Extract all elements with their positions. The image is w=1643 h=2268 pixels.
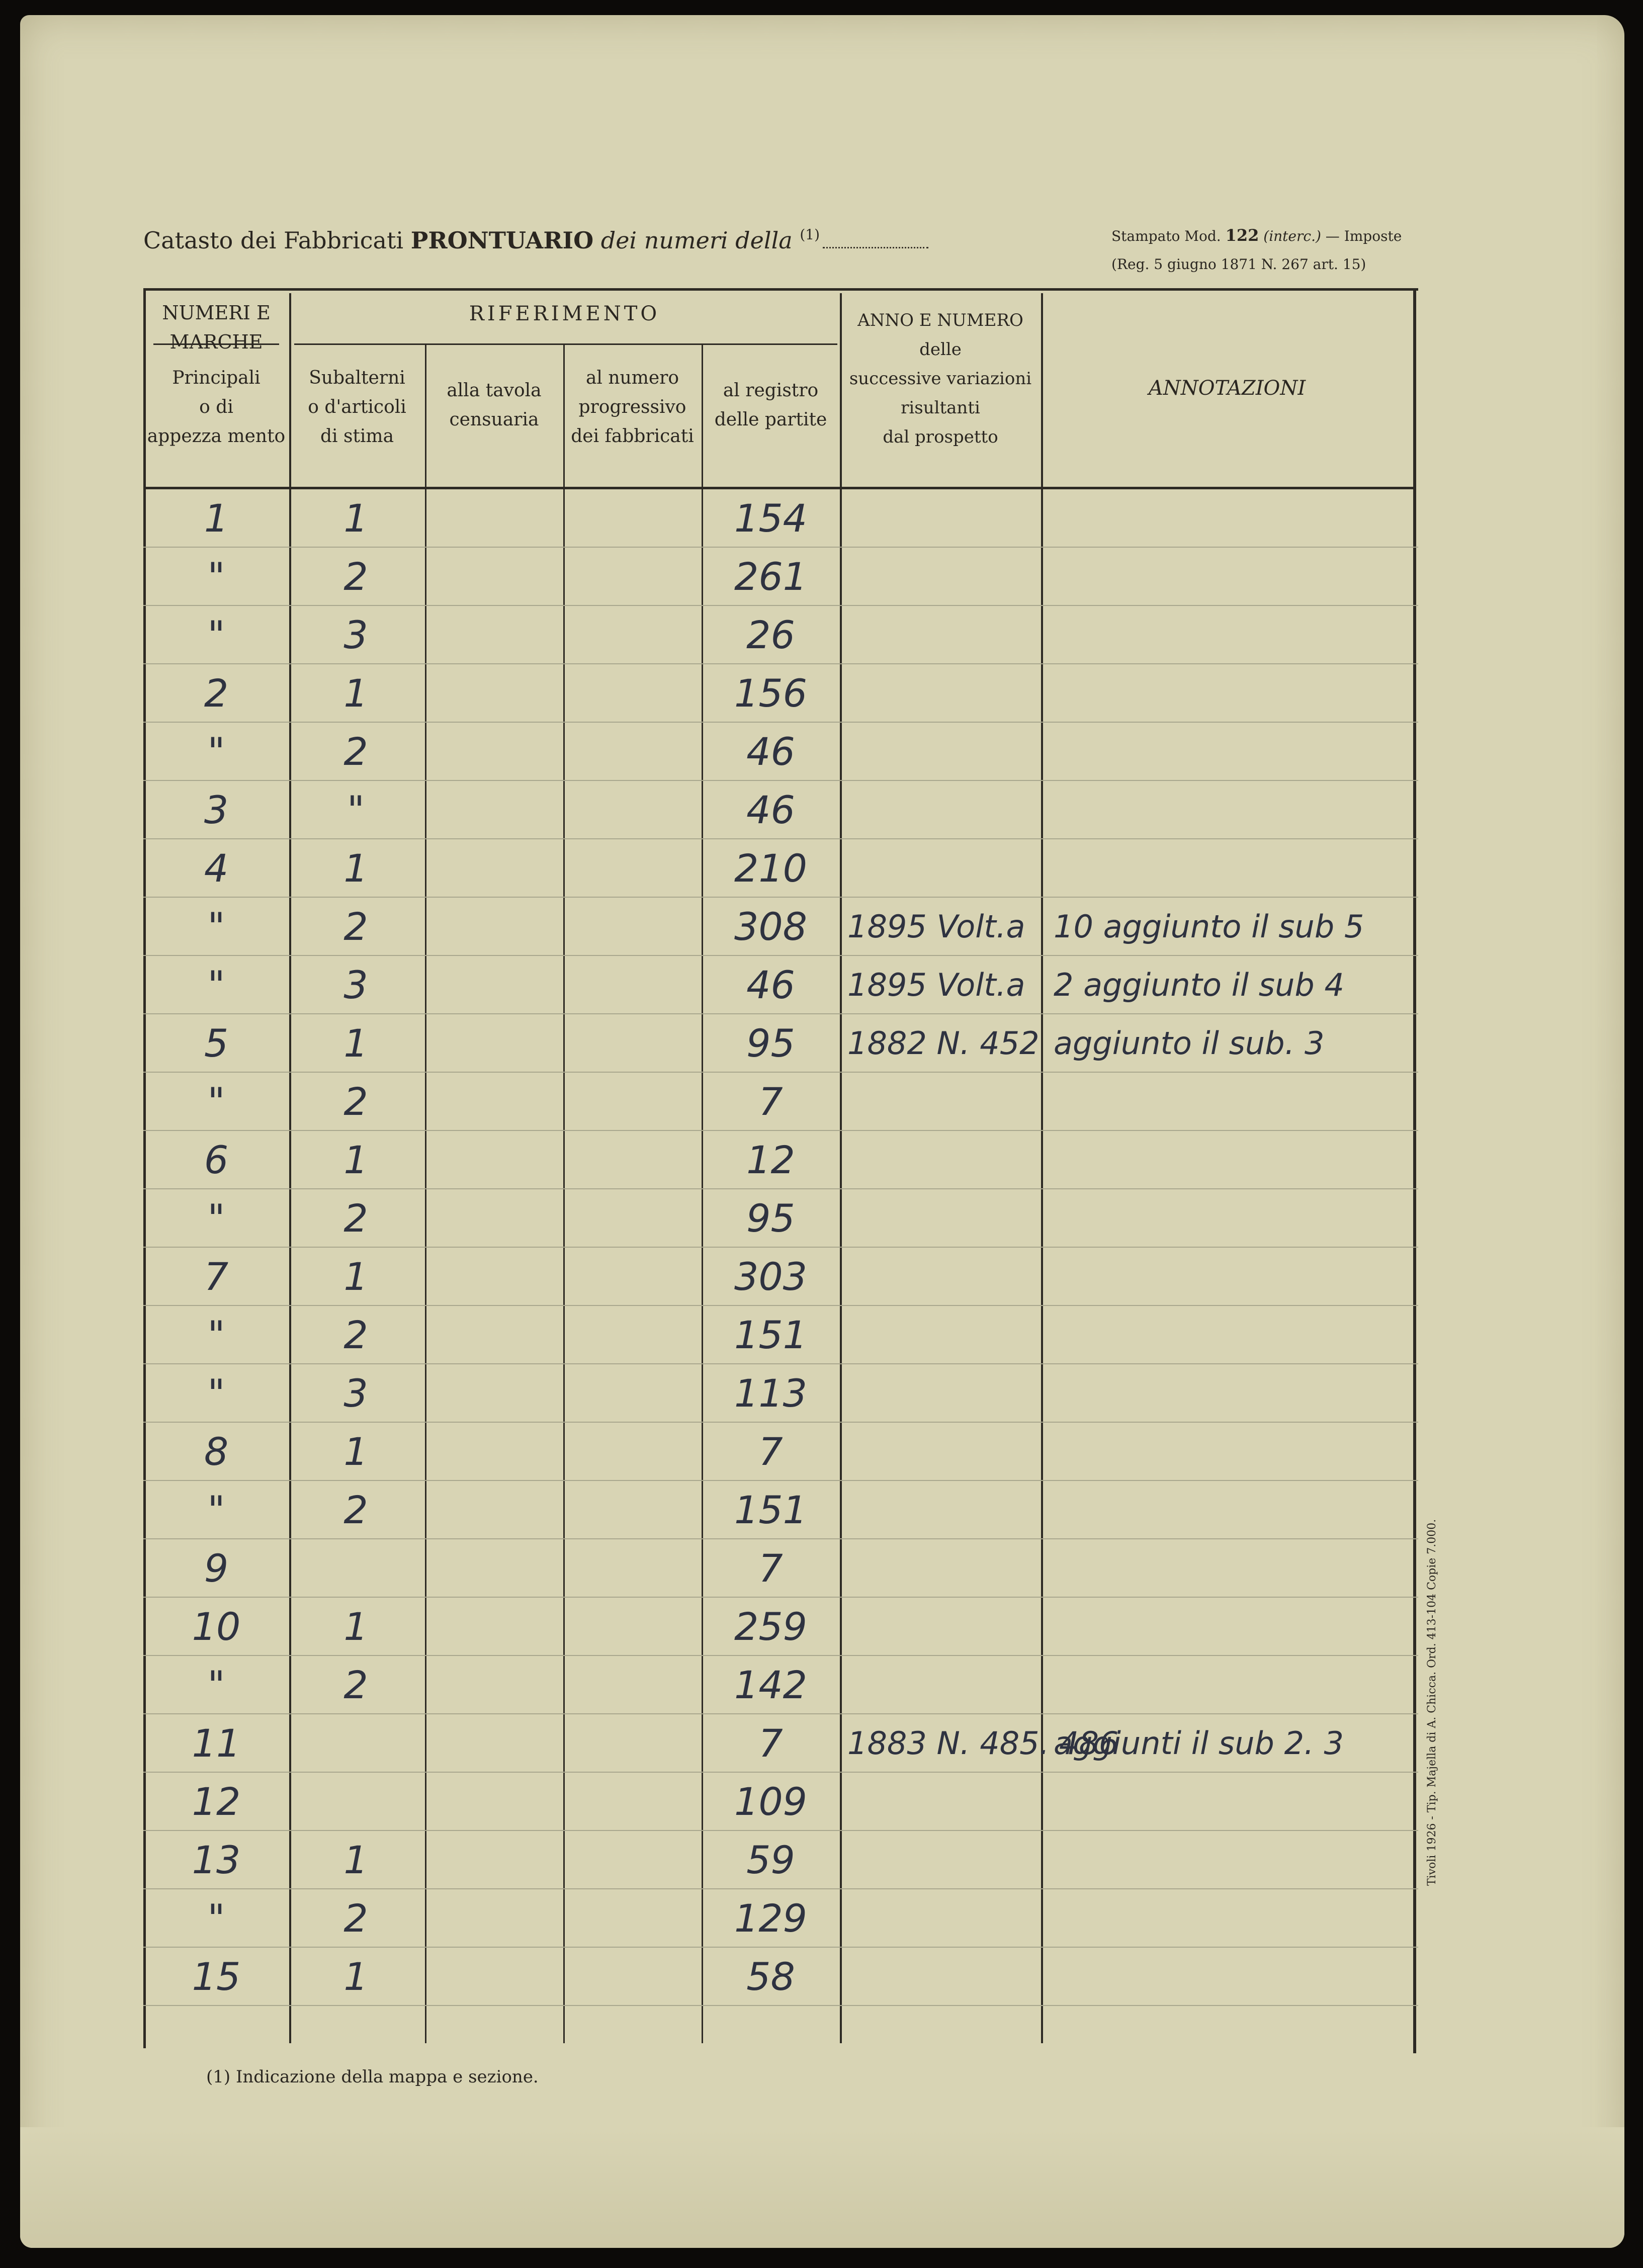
cell-subalterno: 1 bbox=[343, 1138, 368, 1182]
header-principali: Principali o di appezza mento bbox=[147, 368, 286, 447]
header-annotazioni: ANNOTAZIONI bbox=[1148, 377, 1306, 400]
cell-registro: 46 bbox=[746, 729, 795, 774]
table-row bbox=[143, 1481, 1418, 1539]
stamp-code: 122 bbox=[1225, 226, 1259, 245]
cell-registro: 109 bbox=[734, 1779, 808, 1824]
cell-principale: " bbox=[207, 963, 225, 1007]
table-row bbox=[143, 489, 1418, 548]
cell-annotazione: 10 aggiunto il sub 5 bbox=[1054, 908, 1364, 945]
cell-registro: 7 bbox=[758, 1721, 783, 1766]
table-row bbox=[143, 839, 1418, 898]
cell-anno-numero: 1895 Volt.a bbox=[847, 967, 1025, 1003]
cell-registro: 46 bbox=[746, 963, 795, 1007]
title-dotted-line bbox=[823, 247, 928, 248]
cell-registro: 7 bbox=[758, 1079, 783, 1124]
cell-subalterno: 3 bbox=[343, 963, 368, 1007]
cell-principale: " bbox=[207, 1488, 225, 1532]
table-row bbox=[143, 1773, 1418, 1831]
cell-anno-numero: 1883 N. 485. 486 bbox=[847, 1725, 1119, 1762]
title-bold: PRONTUARIO bbox=[410, 227, 594, 254]
cell-subalterno: 1 bbox=[343, 671, 368, 716]
cell-registro: 95 bbox=[746, 1196, 795, 1241]
table-row bbox=[143, 1073, 1418, 1131]
title-start: Catasto dei Fabbricati bbox=[143, 227, 404, 254]
cell-principale: 2 bbox=[204, 671, 229, 716]
cell-principale: " bbox=[207, 1196, 225, 1241]
cell-principale: 13 bbox=[192, 1838, 241, 1882]
cell-principale: " bbox=[207, 1896, 225, 1941]
stamp-imposte: — Imposte bbox=[1325, 228, 1402, 244]
cell-registro: 210 bbox=[734, 846, 808, 891]
cell-principale: 7 bbox=[204, 1254, 229, 1299]
table-row bbox=[143, 1539, 1418, 1598]
cell-registro: 46 bbox=[746, 788, 795, 832]
cell-subalterno: 1 bbox=[343, 1838, 368, 1882]
header-subalterni: Subalterni o d'articoli di stima bbox=[308, 368, 406, 447]
cell-principale: " bbox=[207, 1663, 225, 1707]
table-row bbox=[143, 548, 1418, 606]
cell-subalterno: 1 bbox=[343, 1254, 368, 1299]
cell-subalterno: 2 bbox=[343, 1663, 368, 1707]
table-row bbox=[143, 1598, 1418, 1656]
cell-principale: 10 bbox=[192, 1604, 241, 1649]
header-registro: al registro delle partite bbox=[714, 380, 827, 430]
cell-subalterno: 1 bbox=[343, 1954, 368, 1999]
sheet-bottom-edge bbox=[20, 2127, 1624, 2248]
cell-principale: 15 bbox=[192, 1954, 241, 1999]
cell-anno-numero: 1882 N. 452 bbox=[847, 1025, 1040, 1062]
cell-principale: 12 bbox=[192, 1779, 241, 1824]
cell-registro: 12 bbox=[746, 1138, 795, 1182]
cell-subalterno: 1 bbox=[343, 1429, 368, 1474]
cell-principale: " bbox=[207, 554, 225, 599]
cell-registro: 7 bbox=[758, 1546, 783, 1591]
cell-registro: 59 bbox=[746, 1838, 795, 1882]
footnote: (1) Indicazione della mappa e sezione. bbox=[206, 2067, 539, 2087]
header-anno-numero: ANNO E NUMERO delle successive variazioni risultanti dal prospetto bbox=[849, 310, 1032, 447]
table-row bbox=[143, 1948, 1418, 2006]
cell-principale: 11 bbox=[192, 1721, 241, 1766]
table-top-border bbox=[143, 288, 1418, 291]
table-row bbox=[143, 1014, 1418, 1073]
cell-principale: " bbox=[207, 729, 225, 774]
cell-annotazione: aggiunti il sub 2. 3 bbox=[1054, 1725, 1344, 1762]
cell-registro: 129 bbox=[734, 1896, 808, 1941]
table-row bbox=[143, 664, 1418, 723]
page-title bbox=[143, 226, 928, 254]
stamp-interc: (interc.) bbox=[1263, 228, 1321, 244]
table-row bbox=[143, 723, 1418, 781]
cell-subalterno: 1 bbox=[343, 846, 368, 891]
cell-registro: 58 bbox=[746, 1954, 795, 1999]
title-note: (1) bbox=[800, 226, 820, 243]
header-tavola: alla tavola censuaria bbox=[447, 380, 542, 430]
cell-principale: " bbox=[207, 904, 225, 949]
cell-subalterno: 2 bbox=[343, 1079, 368, 1124]
table-row bbox=[143, 781, 1418, 839]
title-italic: dei numeri della bbox=[600, 227, 793, 254]
cell-principale: 5 bbox=[204, 1021, 229, 1066]
cell-subalterno: 1 bbox=[343, 496, 368, 541]
table-row bbox=[143, 1831, 1418, 1889]
cell-subalterno: 1 bbox=[343, 1604, 368, 1649]
cell-subalterno: 2 bbox=[343, 554, 368, 599]
group-underline-riferimento bbox=[294, 343, 837, 345]
header-numero-progressivo: al numero progressivo dei fabbricati bbox=[571, 368, 694, 447]
table-row bbox=[143, 898, 1418, 956]
cell-registro: 156 bbox=[734, 671, 808, 716]
cell-principale: 3 bbox=[204, 788, 229, 832]
cell-principale: " bbox=[207, 1371, 225, 1416]
header-numeri-marche: NUMERI E MARCHE bbox=[162, 302, 271, 353]
printer-imprint: Tivoli 1926 - Tip. Majella di A. Chicca. Ord. 413-104 Copie 7.000. bbox=[1426, 1519, 1438, 1886]
cell-principale: 4 bbox=[204, 846, 229, 891]
header-riferimento: RIFERIMENTO bbox=[469, 302, 660, 325]
cell-principale: " bbox=[207, 1079, 225, 1124]
table-row bbox=[143, 1364, 1418, 1423]
cell-registro: 259 bbox=[734, 1604, 808, 1649]
cell-annotazione: aggiunto il sub. 3 bbox=[1054, 1025, 1325, 1062]
cell-registro: 7 bbox=[758, 1429, 783, 1474]
cell-principale: " bbox=[207, 613, 225, 657]
cell-principale: 8 bbox=[204, 1429, 229, 1474]
table-row bbox=[143, 1248, 1418, 1306]
cell-registro: 95 bbox=[746, 1021, 795, 1066]
table-row bbox=[143, 1889, 1418, 1948]
table-row bbox=[143, 1189, 1418, 1248]
cell-annotazione: 2 aggiunto il sub 4 bbox=[1054, 967, 1344, 1003]
table-row bbox=[143, 1131, 1418, 1189]
cell-registro: 26 bbox=[746, 613, 795, 657]
cell-registro: 303 bbox=[734, 1254, 808, 1299]
stamp-label: Stampato Mod. bbox=[1111, 228, 1221, 244]
cell-anno-numero: 1895 Volt.a bbox=[847, 908, 1025, 945]
cell-registro: 261 bbox=[734, 554, 808, 599]
cell-subalterno: 2 bbox=[343, 1196, 368, 1241]
table-row bbox=[143, 956, 1418, 1014]
cell-subalterno: 3 bbox=[343, 613, 368, 657]
stamp-line-2: (Reg. 5 giugno 1871 N. 267 art. 15) bbox=[1111, 256, 1366, 273]
cell-subalterno: 3 bbox=[343, 1371, 368, 1416]
cell-subalterno: 2 bbox=[343, 1896, 368, 1941]
table-row bbox=[143, 1306, 1418, 1364]
form-stamp bbox=[1111, 221, 1402, 279]
cell-subalterno: 2 bbox=[343, 1488, 368, 1532]
cell-registro: 113 bbox=[734, 1371, 808, 1416]
cell-subalterno: 2 bbox=[343, 1313, 368, 1357]
table-row bbox=[143, 606, 1418, 664]
cell-registro: 308 bbox=[734, 904, 808, 949]
table-row bbox=[143, 1656, 1418, 1714]
cell-registro: 142 bbox=[734, 1663, 808, 1707]
cell-registro: 151 bbox=[734, 1313, 808, 1357]
cell-subalterno: 1 bbox=[343, 1021, 368, 1066]
cell-principale: " bbox=[207, 1313, 225, 1357]
cell-principale: 1 bbox=[204, 496, 229, 541]
cell-subalterno: 2 bbox=[343, 729, 368, 774]
cell-principale: 6 bbox=[204, 1138, 229, 1182]
cell-principale: 9 bbox=[204, 1546, 229, 1591]
cell-subalterno: " bbox=[347, 788, 365, 832]
cell-registro: 151 bbox=[734, 1488, 808, 1532]
stamp-line-1 bbox=[1111, 221, 1402, 250]
table-row bbox=[143, 1714, 1418, 1773]
table-row bbox=[143, 1423, 1418, 1481]
prontuario-table bbox=[143, 288, 1418, 2053]
cell-subalterno: 2 bbox=[343, 904, 368, 949]
cell-registro: 154 bbox=[734, 496, 808, 541]
